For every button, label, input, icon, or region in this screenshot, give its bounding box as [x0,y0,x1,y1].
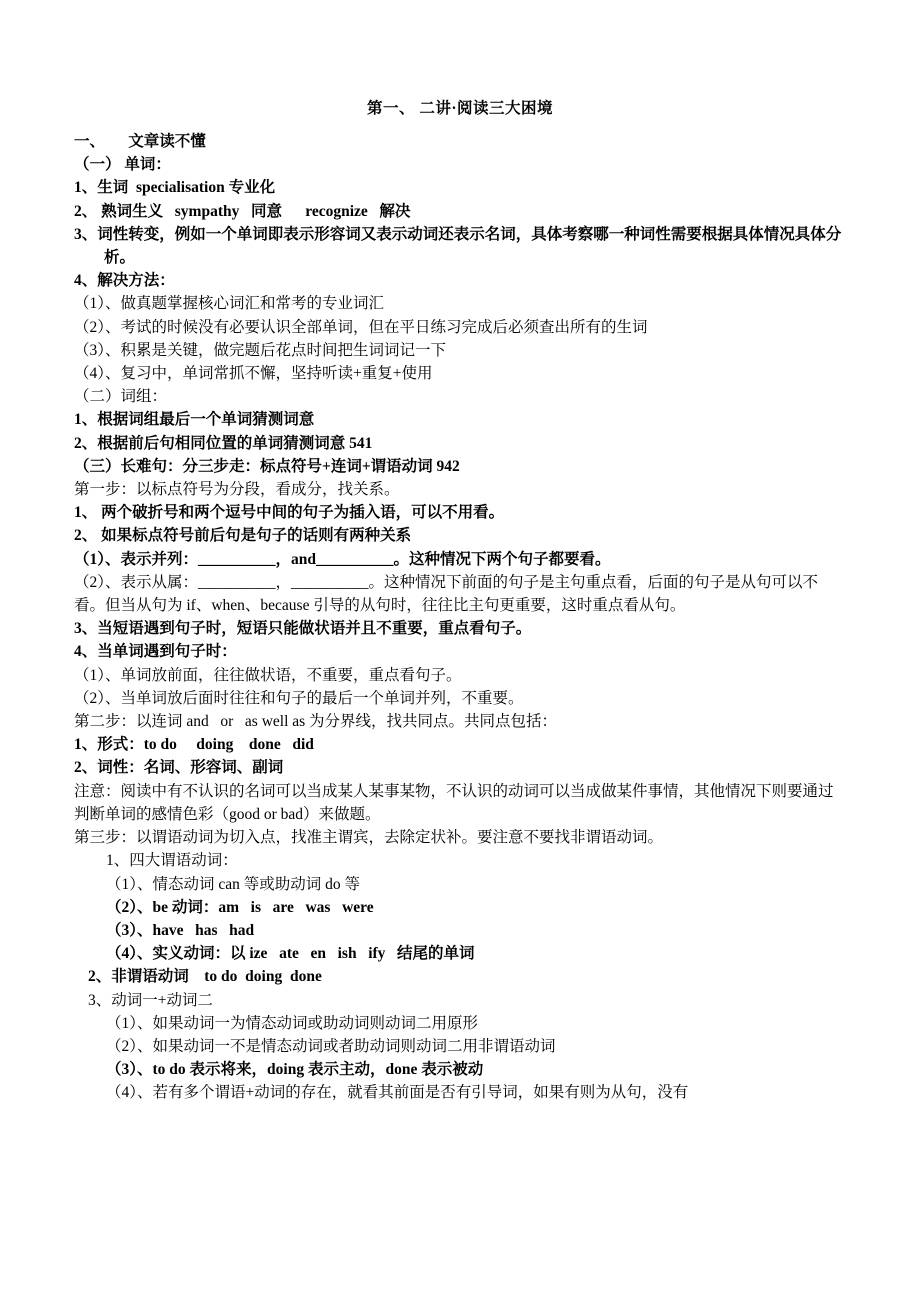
document-line: 1、生词 specialisation 专业化 [74,179,276,197]
document-line: 第三步：以谓语动词为切入点，找准主谓宾，去除定状补。要注意不要找非谓语动词。 [74,829,664,847]
document-line: 2、 熟词生义 sympathy 同意 recognize 解决 [74,202,411,220]
document-line: （1）、如果动词一为情态动词或助动词则动词二用原形 [106,1014,479,1032]
page-title: 第一、 二讲·阅读三大困境 [366,100,554,117]
document-line: 3、动词一+动词二 [88,991,213,1009]
document-line: 3、词性转变，例如一个单词即表示形容词又表示动词还表示名词，具体考察哪一种词性需要根据具体情况具体分析。 [74,225,842,267]
document-line: （三）长难句：分三步走：标点符号+连词+谓语动词 942 [74,457,460,475]
document-line: 1、 两个破折号和两个逗号中间的句子为插入语，可以不用看。 [74,504,505,522]
document-line: （3）、to do 表示将来，doing 表示主动，done 表示被动 [106,1061,484,1079]
document-line: （1）、做真题掌握核心词汇和常考的专业词汇 [74,295,385,313]
document-line: （2）、如果动词一不是情态动词或者助动词则动词二用非谓语动词 [106,1037,556,1055]
document-line: （2）、表示从属：__________，__________。这种情况下前面的句子是主句重点看，后面的句子是从句可以不看。但当从句为 if、when、because 引导的从句时，往往比主句更重要，这时重点看从句。 [74,573,819,615]
document-line: 1、形式：to do doing done did [74,736,314,754]
document-line: 4、解决方法： [74,272,175,290]
document-line: （一） 单词： [74,156,171,174]
document-line: 2、根据前后句相同位置的单词猜测词意 541 [74,434,373,452]
document-line: 第一步：以标点符号为分段，看成分，找关系。 [74,481,400,499]
document-line: （2）、be 动词：am is are was were [106,898,374,916]
document-line: （2）、当单词放后面时往往和句子的最后一个单词并列，不重要。 [74,689,524,707]
document-line: （1）、情态动词 can 等或助动词 do 等 [106,875,361,893]
document-line: 注意：阅读中有不认识的名词可以当成某人某事某物，不认识的动词可以当成做某件事情，其他情况下则要通过判断单词的感情色彩（good or bad）来做题。 [74,782,834,823]
document-line: （1）、表示并列：__________，and__________。这种情况下两个句子都要看。 [74,550,611,568]
document-line: 2、非谓语动词 to do doing done [88,968,322,986]
document-line: 1、四大谓语动词： [106,852,238,870]
document-line: 1、根据词组最后一个单词猜测词意 [74,411,315,429]
document-line: （3）、have has had [106,921,255,939]
document-line: （4）、若有多个谓语+动词的存在，就看其前面是否有引导词，如果有则为从句，没有 [106,1084,689,1102]
document-line: （3）、积累是关键，做完题后花点时间把生词词记一下 [74,341,447,359]
document-line: （1）、单词放前面，往往做状语，不重要，重点看句子。 [74,666,462,684]
document-line: 4、当单词遇到句子时： [74,643,237,661]
document-line: 2、 如果标点符号前后句是句子的话则有两种关系 [74,527,412,545]
document-line: （2）、考试的时候没有必要认识全部单词，但在平日练习完成后必须查出所有的生词 [74,318,648,336]
document-line: （4）、复习中，单词常抓不懈，坚持听读+重复+使用 [74,365,433,383]
document-line: （二）词组： [74,388,168,406]
document-line: 第二步：以连词 and or as well as 为分界线，找共同点。共同点包括： [74,713,558,731]
document-line: 3、当短语遇到句子时，短语只能做状语并且不重要，重点看句子。 [74,620,532,638]
document-line: （4）、实义动词：以 ize ate en ish ify 结尾的单词 [106,945,475,963]
document-line: 2、词性：名词、形容词、副词 [74,759,284,777]
document-body [74,130,846,1105]
document-line: 一、 文章读不懂 [74,133,206,150]
